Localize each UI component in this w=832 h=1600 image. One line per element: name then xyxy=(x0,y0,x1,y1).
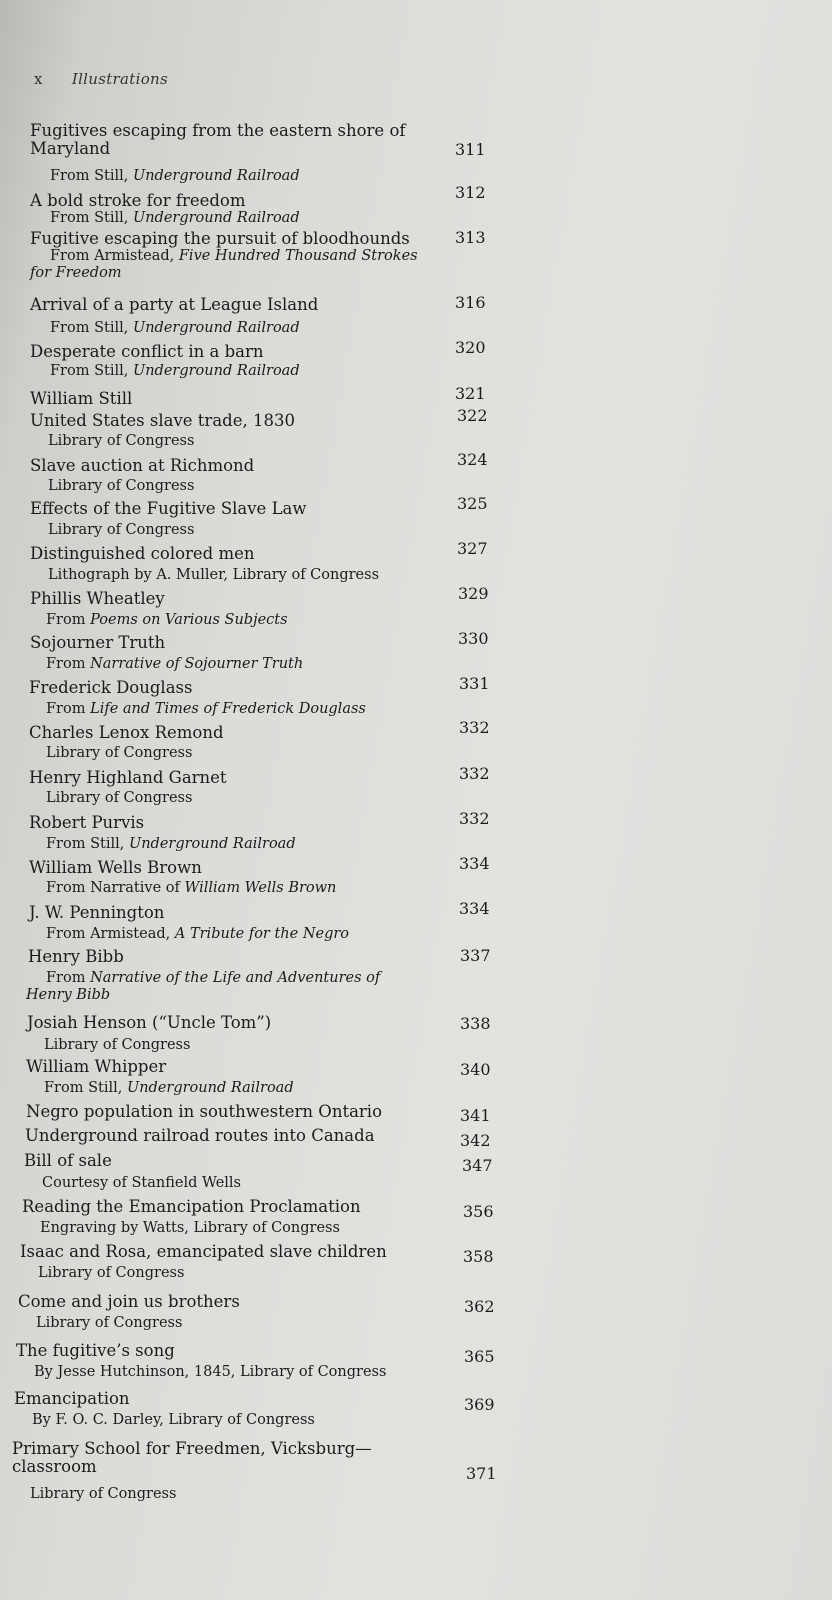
illustration-title-line: Distinguished colored men xyxy=(30,544,255,563)
running-header xyxy=(34,70,168,88)
illustration-source xyxy=(46,656,303,673)
illustration-title xyxy=(18,1293,240,1311)
illustration-title-line: Charles Lenox Remond xyxy=(29,723,224,742)
source-text: From Still, xyxy=(50,210,133,226)
illustration-title xyxy=(30,122,405,158)
page-number: 332 xyxy=(459,764,490,783)
source-text: Lithograph by A. Muller, Library of Congress xyxy=(48,567,380,583)
illustration-source xyxy=(50,320,300,337)
illustration-title-line: J. W. Pennington xyxy=(29,903,165,922)
illustration-title-line: Emancipation xyxy=(14,1389,130,1408)
source-work-title: Henry Bibb xyxy=(26,987,111,1003)
illustration-title xyxy=(28,948,124,966)
illustration-title xyxy=(20,1243,387,1261)
illustration-title xyxy=(30,457,254,475)
source-text: Library of Congress xyxy=(48,478,195,494)
source-text: By Jesse Hutchinson, 1845, Library of Congress xyxy=(34,1364,387,1380)
page-number: 321 xyxy=(455,384,486,403)
illustration-source xyxy=(46,926,349,943)
illustration-title-line: Fugitives escaping from the eastern shore of xyxy=(30,121,406,140)
illustration-source xyxy=(48,567,379,584)
page-number: 341 xyxy=(460,1106,491,1125)
illustration-source xyxy=(46,745,192,762)
source-work-title: Narrative of Sojourner Truth xyxy=(90,656,304,672)
source-text: From Still, xyxy=(50,168,133,184)
illustration-source xyxy=(50,210,300,227)
illustration-title xyxy=(30,545,255,563)
source-text: Library of Congress xyxy=(48,433,195,449)
illustration-source xyxy=(38,1265,184,1282)
illustration-title-line: Come and join us brothers xyxy=(18,1292,240,1311)
source-work-title: Underground Railroad xyxy=(128,836,296,852)
illustration-title-line: Reading the Emancipation Proclamation xyxy=(22,1197,361,1216)
illustration-source xyxy=(40,1220,340,1237)
source-work-title: Life and Times of Frederick Douglass xyxy=(90,701,366,717)
source-text: From Armistead, xyxy=(50,248,179,264)
page-number: 334 xyxy=(459,899,490,918)
page-number: 338 xyxy=(460,1014,491,1033)
illustration-title-line: Effects of the Fugitive Slave Law xyxy=(30,499,307,518)
illustration-source xyxy=(46,836,296,853)
source-text: Library of Congress xyxy=(46,745,193,761)
illustration-source xyxy=(48,478,194,495)
source-work-title: for Freedom xyxy=(30,265,122,281)
source-text: Engraving by Watts, Library of Congress xyxy=(40,1220,340,1236)
source-text: From Still, xyxy=(44,1080,127,1096)
illustration-title-line: Maryland xyxy=(30,139,111,158)
source-text: From Narrative of xyxy=(46,880,185,896)
page-number: 311 xyxy=(455,140,486,159)
page-number: 331 xyxy=(459,674,490,693)
source-work-title: William Wells Brown xyxy=(184,880,337,896)
illustration-title xyxy=(27,1014,271,1032)
source-work-title: Narrative of the Life and Adventures of xyxy=(90,970,381,986)
illustration-title-line: Sojourner Truth xyxy=(30,633,166,652)
illustration-source xyxy=(44,1080,294,1097)
illustration-source xyxy=(26,970,381,1004)
illustration-title xyxy=(29,769,227,787)
page-number: 322 xyxy=(457,406,488,425)
source-text: Library of Congress xyxy=(36,1315,183,1331)
illustration-title xyxy=(16,1342,175,1360)
illustration-title xyxy=(30,343,264,361)
illustration-title-line: William Whipper xyxy=(26,1057,167,1076)
illustration-title xyxy=(30,412,295,430)
page-number: 337 xyxy=(460,946,491,965)
page-number: 316 xyxy=(455,293,486,312)
illustration-title-line: Robert Purvis xyxy=(29,813,145,832)
illustration-title-line: Negro population in southwestern Ontario xyxy=(26,1102,383,1121)
illustration-title xyxy=(30,296,318,314)
illustration-title xyxy=(29,679,192,697)
source-work-title: Underground Railroad xyxy=(132,210,300,226)
illustration-source xyxy=(50,168,300,185)
source-text: Library of Congress xyxy=(48,522,195,538)
illustration-title xyxy=(30,634,165,652)
illustration-title xyxy=(30,230,410,248)
source-text: Library of Congress xyxy=(30,1486,177,1502)
illustration-title-line: United States slave trade, 1830 xyxy=(30,411,295,430)
illustration-title xyxy=(12,1440,372,1476)
source-text: From Still, xyxy=(50,320,133,336)
illustration-title-line: Underground railroad routes into Canada xyxy=(25,1126,375,1145)
illustration-title xyxy=(29,859,202,877)
running-title: Illustrations xyxy=(71,70,168,88)
source-text: By F. O. C. Darley, Library of Congress xyxy=(32,1412,315,1428)
page-number: 320 xyxy=(455,338,486,357)
illustration-title-line: Slave auction at Richmond xyxy=(30,456,255,475)
page-number: 334 xyxy=(459,854,490,873)
illustration-source xyxy=(42,1175,241,1192)
source-text: From Still, xyxy=(50,363,133,379)
illustration-source xyxy=(46,701,366,718)
page-number: 358 xyxy=(463,1247,494,1266)
illustration-title-line: Frederick Douglass xyxy=(29,678,193,697)
illustration-title-line: Arrival of a party at League Island xyxy=(30,295,319,314)
illustration-title-line: Josiah Henson (“Uncle Tom”) xyxy=(27,1013,272,1032)
page-number: 371 xyxy=(466,1464,497,1483)
page-number: 332 xyxy=(459,809,490,828)
source-text: From xyxy=(46,612,91,628)
illustration-title-line: William Still xyxy=(30,389,133,408)
illustration-title xyxy=(14,1390,130,1408)
illustration-source xyxy=(30,1486,176,1503)
page-number: 365 xyxy=(464,1347,495,1366)
illustration-title-line: Bill of sale xyxy=(24,1151,112,1170)
source-text: Library of Congress xyxy=(46,790,193,806)
page-number: 325 xyxy=(457,494,488,513)
illustration-title-line: A bold stroke for freedom xyxy=(30,191,246,210)
source-text: From xyxy=(46,656,91,672)
illustration-title-line: Henry Bibb xyxy=(28,947,124,966)
illustration-source xyxy=(32,1412,315,1429)
illustration-title xyxy=(29,724,224,742)
illustration-title xyxy=(29,814,144,832)
page-number: 330 xyxy=(458,629,489,648)
illustration-title-line: The fugitive’s song xyxy=(16,1341,175,1360)
source-text: From Armistead, xyxy=(46,926,175,942)
source-work-title: A Tribute for the Negro xyxy=(174,926,350,942)
page-number: 327 xyxy=(457,539,488,558)
page-number: 362 xyxy=(464,1297,495,1316)
illustration-title xyxy=(29,904,164,922)
illustration-source xyxy=(44,1037,190,1054)
source-text: Library of Congress xyxy=(44,1037,191,1053)
page-number: 356 xyxy=(463,1202,494,1221)
source-work-title: Poems on Various Subjects xyxy=(90,612,288,628)
source-work-title: Underground Railroad xyxy=(132,168,300,184)
illustration-title xyxy=(26,1058,166,1076)
page-number: 324 xyxy=(457,450,488,469)
page-number: 312 xyxy=(455,183,486,202)
source-work-title: Five Hundred Thousand Strokes xyxy=(178,248,418,264)
page-number: 369 xyxy=(464,1395,495,1414)
illustration-source xyxy=(48,522,194,539)
page-number: 347 xyxy=(462,1156,493,1175)
illustration-title xyxy=(25,1127,375,1145)
source-work-title: Underground Railroad xyxy=(132,320,300,336)
illustration-title-line: Isaac and Rosa, emancipated slave children xyxy=(20,1242,387,1261)
illustration-title xyxy=(24,1152,112,1170)
illustration-title-line: Primary School for Freedmen, Vicksburg— xyxy=(12,1439,372,1458)
illustration-title xyxy=(30,590,165,608)
illustration-title-line: Henry Highland Garnet xyxy=(29,768,227,787)
source-text: From Still, xyxy=(46,836,129,852)
page-number: 329 xyxy=(458,584,489,603)
illustration-title xyxy=(30,500,307,518)
illustration-source xyxy=(36,1315,182,1332)
illustration-title xyxy=(26,1103,382,1121)
illustration-source xyxy=(50,363,300,380)
source-text: From xyxy=(46,701,91,717)
illustration-title-line: William Wells Brown xyxy=(29,858,202,877)
illustration-title-line: Desperate conflict in a barn xyxy=(30,342,264,361)
illustration-source xyxy=(48,433,194,450)
source-work-title: Underground Railroad xyxy=(132,363,300,379)
illustration-title-line: classroom xyxy=(12,1457,97,1476)
illustration-source xyxy=(30,248,418,282)
illustration-title xyxy=(30,192,246,210)
illustration-title xyxy=(22,1198,361,1216)
illustration-title-line: Phillis Wheatley xyxy=(30,589,165,608)
source-text: Courtesy of Stanfield Wells xyxy=(42,1175,241,1191)
source-text: From xyxy=(46,970,91,986)
illustration-source xyxy=(46,880,336,897)
page-number: 313 xyxy=(455,228,486,247)
illustration-title xyxy=(30,390,132,408)
page-number: 340 xyxy=(460,1060,491,1079)
illustration-source xyxy=(46,790,192,807)
illustration-source xyxy=(34,1364,386,1381)
illustration-title-line: Fugitive escaping the pursuit of bloodhounds xyxy=(30,229,410,248)
source-work-title: Underground Railroad xyxy=(126,1080,294,1096)
source-text: Library of Congress xyxy=(38,1265,185,1281)
illustration-source xyxy=(46,612,288,629)
page-number: 332 xyxy=(459,718,490,737)
page-number: 342 xyxy=(460,1131,491,1150)
page-folio: x xyxy=(34,70,43,88)
